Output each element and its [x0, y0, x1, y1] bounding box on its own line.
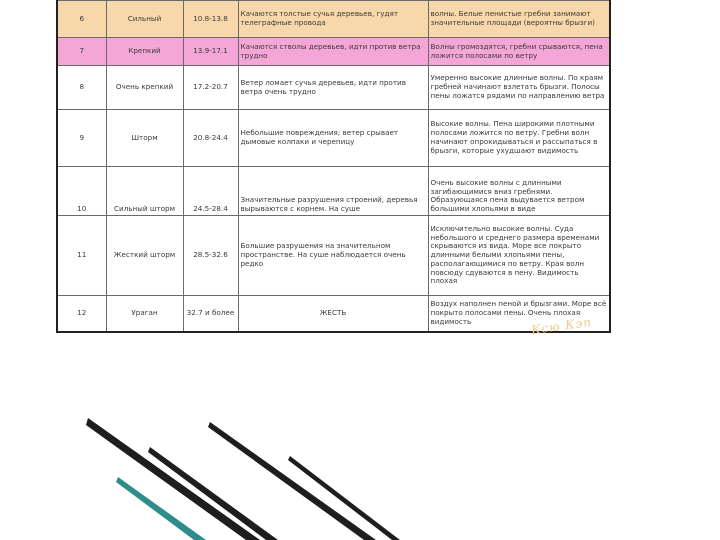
cell-wind-speed: 10.8-13.8: [183, 1, 238, 38]
cell-sea-effects: Умеренно высокие длинные волны. По краям гребней начинают взлетать брызги. Полосы пены ложатся рядами по направлению ветра: [428, 66, 610, 110]
cell-wind-speed: 24.5-28.4: [183, 167, 238, 216]
cell-wind-speed: 13.9-17.1: [183, 38, 238, 66]
cell-number: 11: [57, 216, 106, 296]
cell-number: 7: [57, 38, 106, 66]
cell-number: 6: [57, 1, 106, 38]
cell-number: 9: [57, 110, 106, 167]
cell-sea-effects: волны. Белые пенистые гребни занимают значительные площади (вероятны брызги): [428, 1, 610, 38]
watermark: Ксю Кэп: [530, 314, 593, 338]
cell-sea-effects: Воздух наполнен пеной и брызгами. Море всё покрыто полосами пены. Очень плохая видимость: [428, 296, 610, 332]
cell-wind-name: Ураган: [106, 296, 183, 332]
cell-number: 8: [57, 66, 106, 110]
cell-sea-effects: Высокие волны. Пена широкими плотными полосами ложится по ветру. Гребни волн начинают опрокидываться и рассыпаться в брызги, которые ухудшают видимость: [428, 110, 610, 167]
cell-land-effects: Значительные разрушения строений, деревья вырываются с корнем. На суше: [238, 167, 428, 216]
cell-sea-effects: Очень высокие волны с длинными загибающимися вниз гребнями. Образующаяся пена выдувается ветром большими хлопьями в виде: [428, 167, 610, 216]
cell-sea-effects: Исключительно высокие волны. Суда небольшого и среднего размера временами скрываются из вида. Море все покрыто длинными белыми хлопьями пены, располагающимися по ветру. Края волн повсюду сдуваются в пену. Видимость плохая: [428, 216, 610, 296]
cell-number: 12: [57, 296, 106, 332]
cell-wind-speed: 28.5-32.6: [183, 216, 238, 296]
cell-land-effects: Качаются толстые сучья деревьев, гудят телеграфные провода: [238, 1, 428, 38]
cell-wind-name: Шторм: [106, 110, 183, 167]
cell-land-effects: ЖЕСТЬ: [238, 296, 428, 332]
cell-wind-name: Сильный шторм: [106, 167, 183, 216]
cell-wind-name: Жесткий шторм: [106, 216, 183, 296]
cell-wind-speed: 17.2-20.7: [183, 66, 238, 110]
cell-wind-name: Очень крепкий: [106, 66, 183, 110]
cell-land-effects: Большие разрушения на значительном пространстве. На суше наблюдается очень редко: [238, 216, 428, 296]
cell-wind-speed: 32.7 и более: [183, 296, 238, 332]
cell-wind-name: Сильный: [106, 1, 183, 38]
cell-land-effects: Ветер ломает сучья деревьев, идти против ветра очень трудно: [238, 66, 428, 110]
cell-land-effects: Небольшие повреждения; ветер срывает дымовые колпаки и черепицу: [238, 110, 428, 167]
cell-land-effects: Качаются стволы деревьев, идти против ветра трудно: [238, 38, 428, 66]
cell-sea-effects: Волны громоздятся, гребни срываются, пена ложится полосами по ветру: [428, 38, 610, 66]
cell-wind-name: Крепкий: [106, 38, 183, 66]
cell-number: 10: [57, 167, 106, 216]
cell-wind-speed: 20.8-24.4: [183, 110, 238, 167]
